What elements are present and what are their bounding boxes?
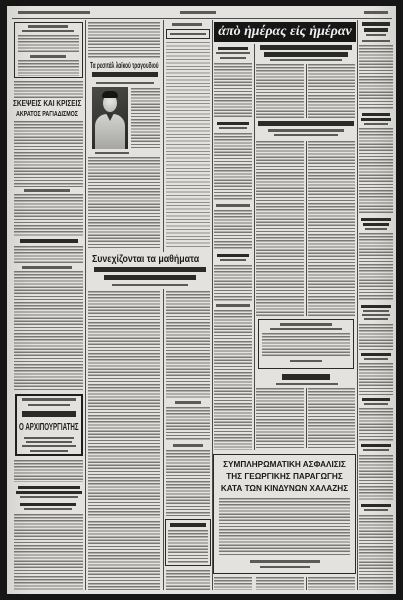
article-text (14, 460, 83, 482)
article-text (88, 291, 160, 518)
article-text (166, 450, 210, 516)
subheading (364, 123, 388, 125)
subheading (362, 113, 390, 116)
news-headline (264, 52, 348, 57)
article-text (14, 514, 83, 590)
subheading (363, 449, 389, 451)
notice-heading (30, 55, 66, 58)
subheading (361, 353, 391, 356)
article-text (14, 271, 83, 391)
subheading (363, 223, 389, 226)
section-subheading (276, 383, 338, 385)
insurance-text (219, 498, 350, 555)
lessons-headline-line2 (94, 267, 206, 272)
article-text (214, 63, 252, 118)
listings-text (166, 42, 210, 248)
column-rule (306, 141, 307, 316)
article-text (166, 291, 210, 398)
article-text (214, 265, 252, 301)
theatre-ad-line (28, 404, 70, 406)
news-subheadline (268, 129, 344, 132)
subheading (22, 266, 72, 269)
insurance-notice-title (214, 459, 355, 495)
column-rule (306, 64, 307, 118)
theatre-ad-title: Ο ΑΡΧΙΠΟΥΡΓΙΑΤΗΣ (19, 422, 79, 433)
subheading (361, 444, 391, 447)
article-text (359, 515, 393, 590)
theatre-ad-venue (22, 398, 76, 401)
subheading (361, 118, 391, 121)
subheading (365, 228, 387, 230)
article-text (308, 64, 355, 118)
listings-box-label (170, 33, 206, 35)
column-rule (85, 20, 86, 590)
theatre-ad-credits (30, 450, 68, 452)
subheading (364, 509, 388, 511)
subheading (216, 304, 250, 307)
subheading (20, 496, 78, 498)
news-subheadline (274, 134, 338, 136)
article-text (14, 81, 83, 98)
article-text (14, 121, 83, 187)
article-text (166, 407, 210, 441)
article-text (359, 324, 393, 350)
subheading (20, 239, 78, 243)
subheading (16, 491, 82, 494)
news-headline (258, 121, 354, 126)
portrait-photo (92, 87, 128, 149)
subheading (216, 204, 250, 207)
subheading (366, 34, 386, 36)
subheading (173, 444, 203, 447)
article-text (308, 141, 355, 316)
subheading (362, 314, 390, 316)
header-date (18, 11, 90, 14)
lessons-headline-line3 (104, 275, 196, 280)
column-rule (306, 388, 307, 448)
subheading (220, 259, 246, 261)
subheading (362, 398, 390, 401)
theatre-ad-slogan (22, 411, 76, 417)
insurance-footer (260, 566, 310, 568)
listings-heading (172, 23, 202, 26)
lessons-headline: Συνεχίζονται τα μαθήματα (92, 254, 200, 265)
photo-caption (95, 152, 129, 154)
column-rule (163, 289, 164, 590)
subheading (362, 22, 390, 26)
theatre-ad-credits (26, 441, 72, 443)
lessons-subheading (112, 284, 188, 286)
header-masthead (180, 11, 216, 14)
notice-heading (280, 323, 332, 326)
article-text (14, 194, 83, 236)
article-text (256, 141, 304, 316)
feature-headline-line2 (92, 72, 158, 77)
article-text (308, 388, 355, 448)
subheading (217, 122, 249, 125)
notice-text (18, 60, 79, 76)
column-rule (254, 44, 255, 450)
article-text (166, 570, 210, 590)
article-text (214, 210, 252, 250)
notice-subheading (270, 328, 342, 330)
notice-heading (28, 25, 68, 28)
article-text (88, 22, 160, 58)
notice-subheading (22, 30, 74, 32)
column-rule (212, 20, 213, 590)
subheading (220, 57, 246, 59)
small-ad-heading (170, 523, 206, 527)
subheading (362, 40, 390, 42)
article-text (359, 45, 393, 109)
article-text (256, 388, 304, 448)
article-text (359, 128, 393, 214)
subheading (361, 305, 391, 308)
notice-signature (290, 360, 322, 362)
article-text (214, 577, 252, 590)
opinion-column-title: ΣΚΕΨΕΙΣ ΚΑΙ ΚΡΙΣΕΙΣ (13, 99, 82, 108)
header-rule (12, 18, 392, 19)
article-text (308, 577, 355, 590)
article-text (359, 455, 393, 501)
article-text (88, 521, 160, 590)
subheading (20, 503, 76, 506)
subheading (361, 218, 391, 221)
article-text (256, 577, 304, 590)
article-text (359, 408, 393, 441)
feature-byline (96, 82, 154, 84)
subheading (364, 403, 388, 405)
subheading (363, 310, 389, 312)
article-text (14, 246, 83, 264)
article-text (256, 64, 304, 118)
subheading (217, 254, 249, 257)
subheading (364, 318, 388, 320)
news-headline (260, 45, 352, 50)
subheading (219, 127, 247, 129)
subheading (175, 401, 201, 404)
header-page-number (364, 11, 388, 14)
subheading (218, 47, 248, 50)
article-text (214, 133, 252, 200)
article-text (131, 88, 160, 148)
section-heading (282, 374, 330, 380)
insurance-title-line: ΤΗΣ ΓΕΩΡΓΙΚΗΣ ΠΑΡΑΓΩΓΗΣ (226, 472, 343, 481)
subheading (364, 28, 388, 32)
feature-headline: Τα ρεσιτάλ λαϊκού τραγουδιού (90, 61, 159, 70)
small-ad-text (168, 530, 208, 563)
notice-text (18, 35, 79, 53)
subheading (216, 52, 250, 54)
column-rule (163, 20, 164, 252)
theatre-ad-credits (22, 445, 76, 447)
column-rule (306, 577, 307, 590)
article-text (214, 310, 252, 450)
column-rule (357, 20, 358, 590)
article-text (88, 157, 160, 249)
subheading (364, 358, 388, 360)
opinion-article-headline: ΑΚΡΑΤΟΣ ΡΑΓΙΑΔΙΣΜΟΣ (16, 111, 78, 118)
portrait-hair (102, 91, 118, 98)
notice-text (262, 333, 350, 357)
insurance-footer (250, 560, 320, 563)
news-subheadline (270, 59, 342, 61)
subheading (361, 504, 391, 507)
article-text (359, 233, 393, 301)
daily-column-banner: ἀπὸ ἡμέρας εἰς ἡμέραν (214, 22, 356, 42)
subheading (24, 508, 72, 510)
subheading (24, 189, 70, 192)
subheading (18, 486, 80, 489)
insurance-title-line: ΚΑΤΑ ΤΩΝ ΚΙΝΔΥΝΩΝ ΧΑΛΑΖΗΣ (220, 484, 349, 493)
theatre-ad-credits (24, 437, 74, 439)
insurance-title-line: ΣΥΜΠΛΗΡΩΜΑΤΙΚΗ ΑΣΦΑΛΙΣΙΣ (223, 460, 346, 469)
article-text (359, 363, 393, 395)
